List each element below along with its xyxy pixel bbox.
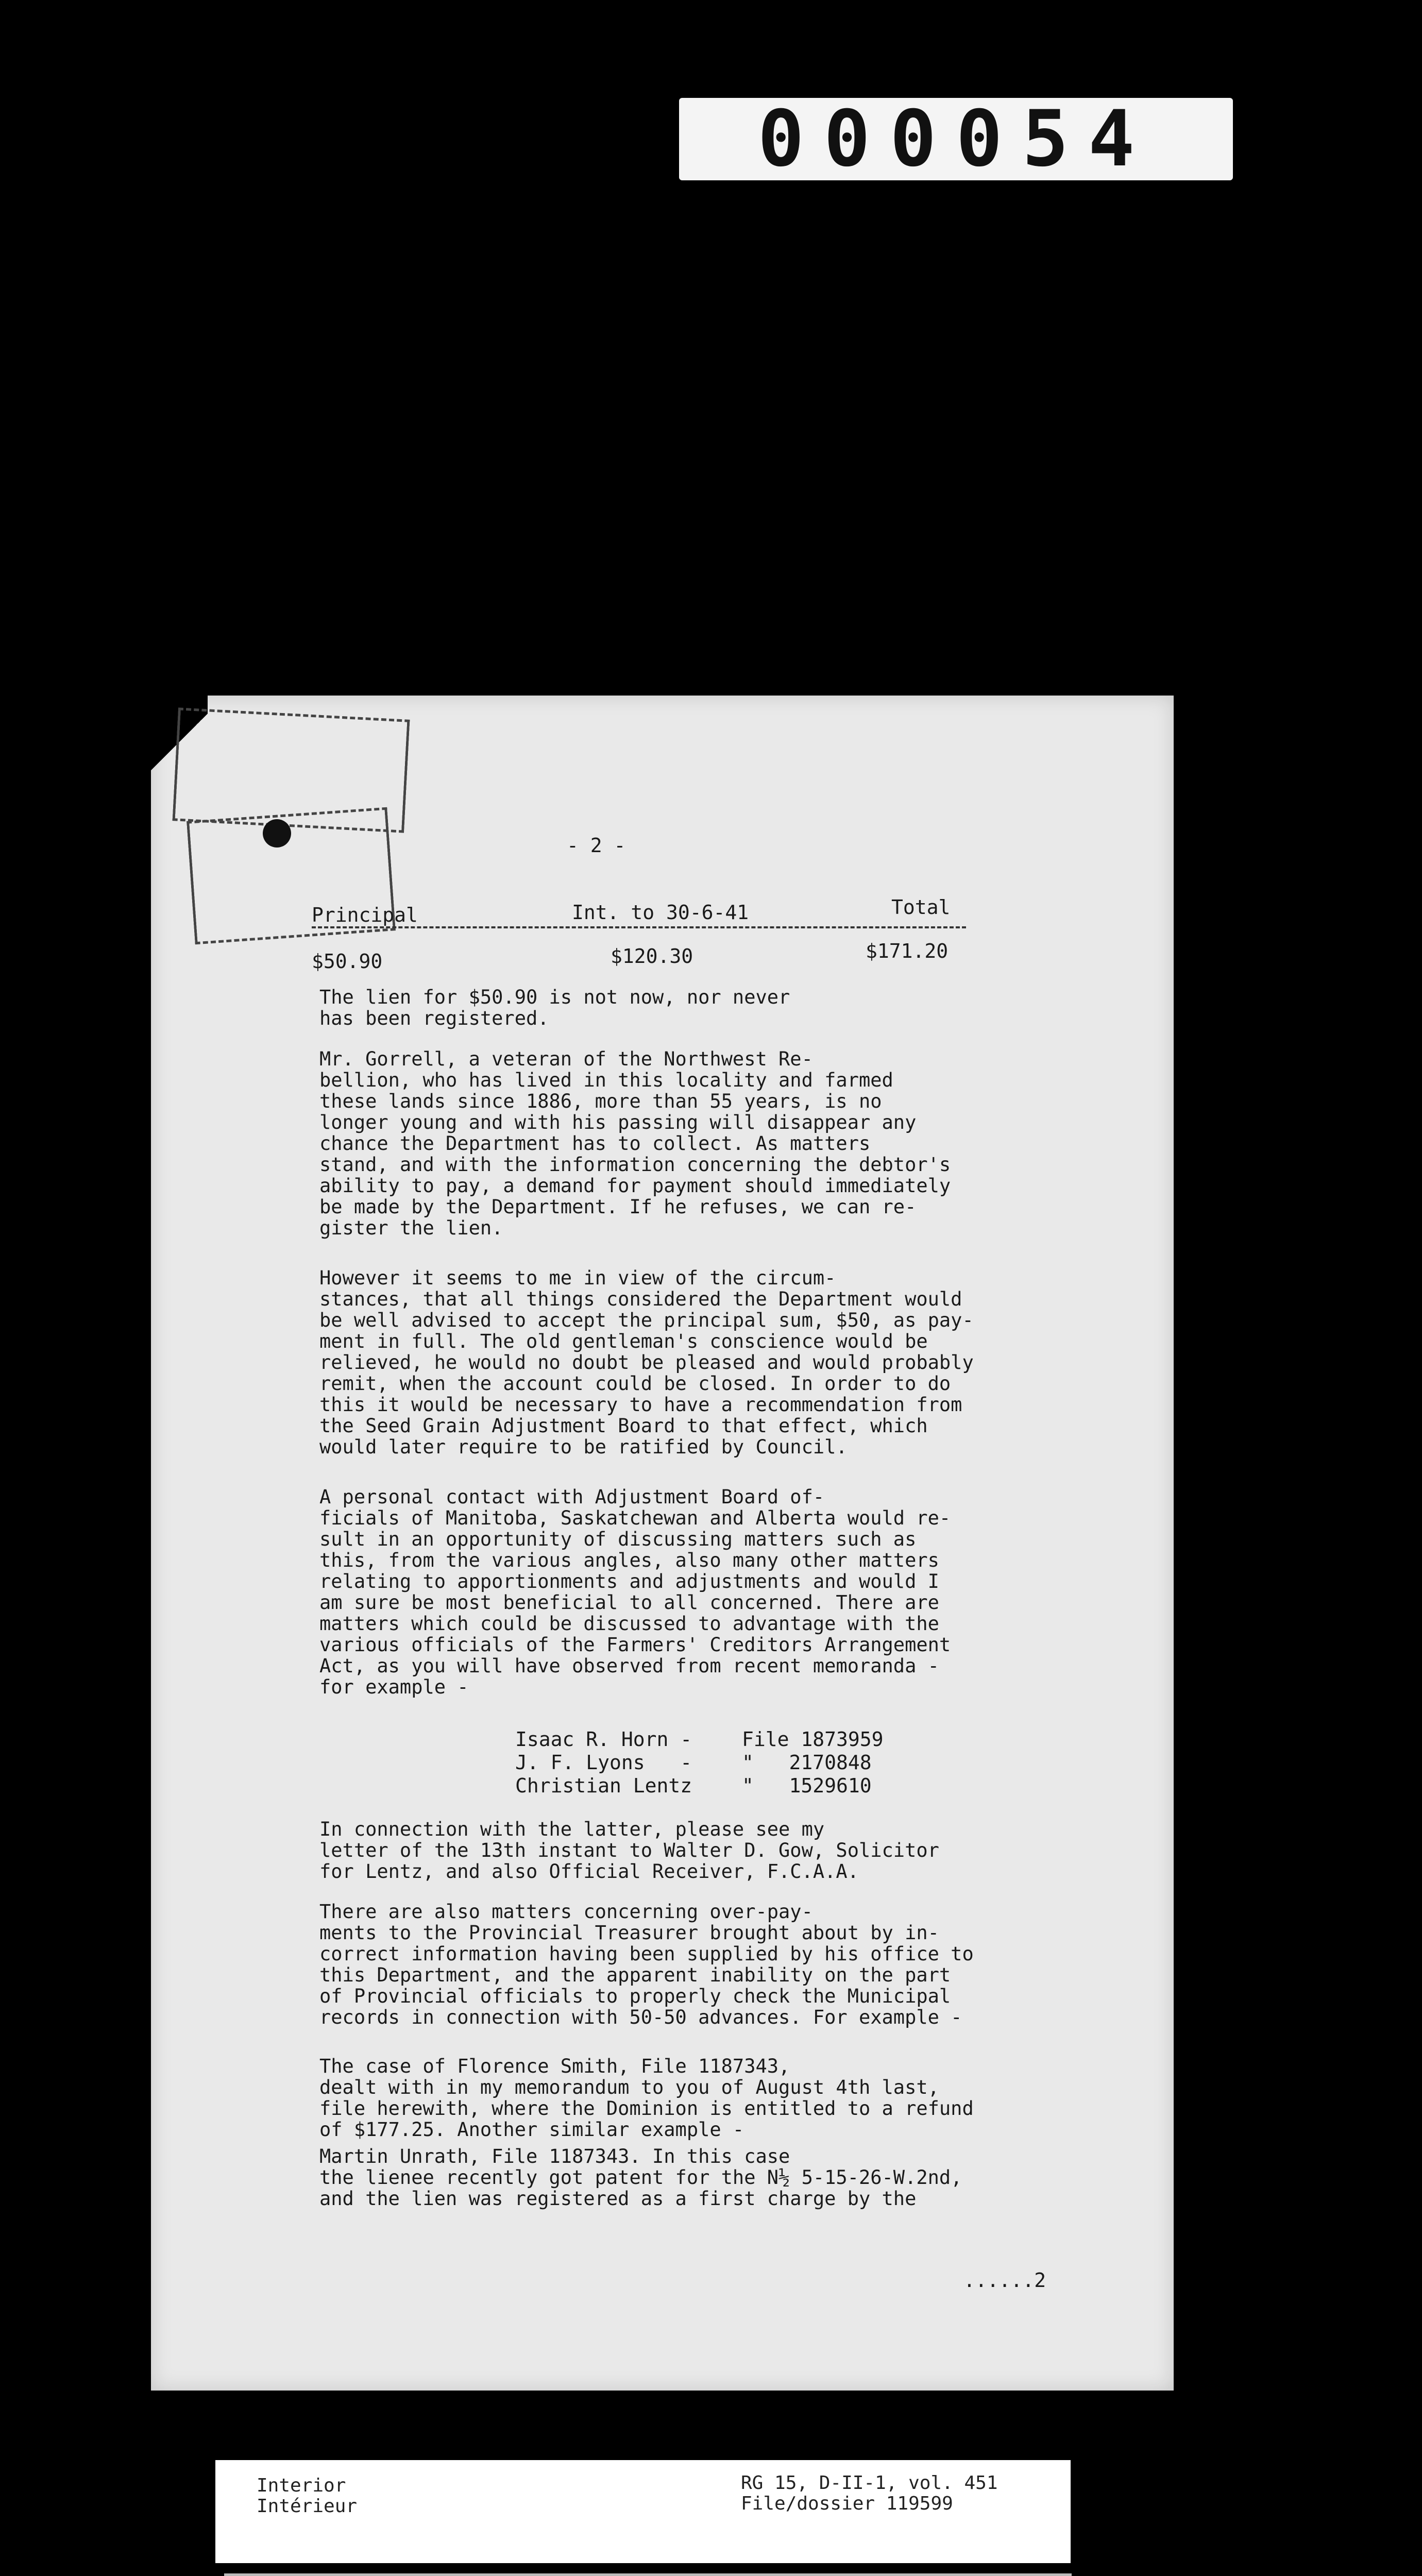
- file-list-number: " 2170848: [742, 1751, 872, 1774]
- archive-reference: RG 15, D-II-1, vol. 451 File/dossier 119599: [741, 2472, 998, 2514]
- table-header-principal: Principal: [312, 904, 418, 926]
- paragraph: In connection with the latter, please see my letter of the 13th instant to Walter D. Gow, Solicitor for Lentz, and also Official Receiver, F.C.A.A.: [319, 1818, 939, 1883]
- department-name: Interior Intérieur: [257, 2475, 358, 2517]
- continuation-marker: ......2: [963, 2269, 1046, 2292]
- page-number: - 2 -: [567, 834, 626, 857]
- table-value-total: $171.20: [866, 940, 949, 962]
- file-list-name: J. F. Lyons -: [515, 1751, 692, 1774]
- file-list-name: Christian Lentz: [515, 1774, 692, 1797]
- table-header-interest: Int. to 30-6-41: [572, 901, 749, 924]
- file-list-number: File 1873959: [742, 1728, 884, 1751]
- paragraph: The lien for $50.90 is not now, nor never has been registered.: [319, 986, 790, 1029]
- paragraph: The case of Florence Smith, File 1187343, dealt with in my memorandum to you of August 4th last, file herewith, where the Dominion is entitled to a refund of $177.25. Another similar example -: [319, 2055, 974, 2141]
- paragraph: There are also matters concerning over-pay- ments to the Provincial Treasurer brought about by in- correct information having been supplied by his office to this Department, and the apparent inability on the part of Provincial officials to properly check the Municipal records in connection with 50-50 advances. For example -: [319, 1901, 974, 2028]
- archive-reference-label: [215, 2460, 1071, 2563]
- table-value-interest: $120.30: [611, 945, 693, 968]
- table-header-total: Total: [891, 896, 951, 919]
- paragraph: Martin Unrath, File 1187343. In this case the lienee recently got patent for the N½ 5-15-26-W.2nd, and the lien was registered as a first charge by the: [319, 2145, 962, 2210]
- paragraph: A personal contact with Adjustment Board of- ficials of Manitoba, Saskatchewan and Alberta would re- sult in an opportunity of discussing matters such as this, from the various angles, also many other matters relating to apportionments and adjustments and would I am sure be most beneficial to all concerned. There are matters which could be discussed to advantage with the various officials of the Farmers' Creditors Arrangement Act, as you will have observed from recent memoranda - for example -: [319, 1486, 951, 1698]
- paragraph: Mr. Gorrell, a veteran of the Northwest Re- bellion, who has lived in this locality and farmed these lands since 1886, more than 55 years, is no longer young and with his passing will disappear any chance the Department has to collect. As matters stand, and with the information concerning the debtor's ability to pay, a demand for payment should immediately be made by the Department. If he refuses, we can re- gister the lien.: [319, 1048, 951, 1239]
- file-list-name: Isaac R. Horn -: [515, 1728, 692, 1751]
- file-list-number: " 1529610: [742, 1774, 872, 1797]
- paragraph: However it seems to me in view of the circum- stances, that all things considered the Department would be well advised to accept the principal sum, $50, as pay- ment in full. The old gentleman's conscience would be relieved, he would no doubt be pleased and would probably remit, when the account could be closed. In order to do this it would be necessary to have a recommendation from the Seed Grain Adjustment Board to that effect, which would later require to be ratified by Council.: [319, 1267, 974, 1458]
- table-rule: [312, 926, 966, 928]
- table-value-principal: $50.90: [312, 950, 383, 973]
- frame-number: 000054: [679, 98, 1233, 180]
- ink-blot: [263, 819, 291, 848]
- archives-banner: [224, 2573, 1072, 2576]
